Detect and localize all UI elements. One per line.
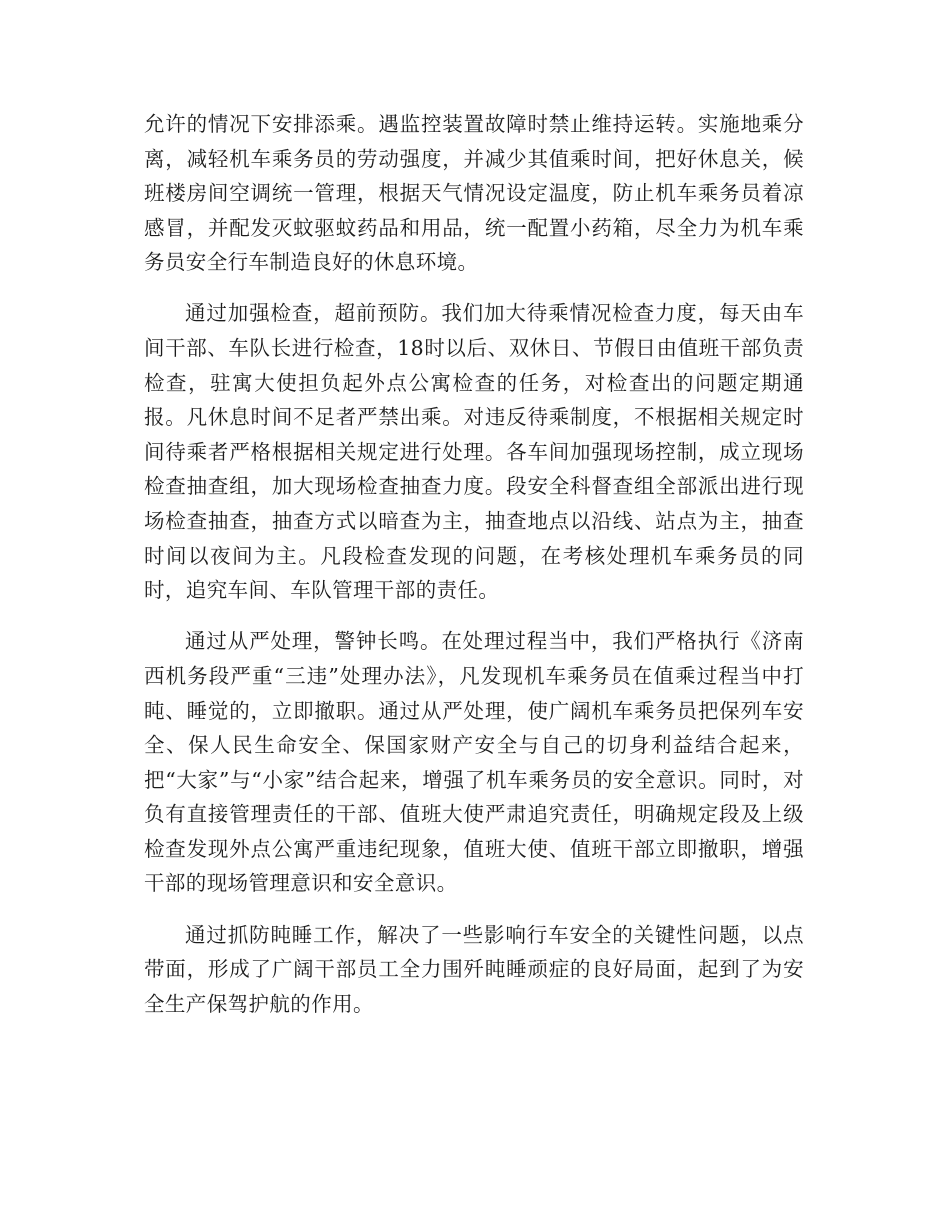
paragraph-strengthen-inspection: 通过加强检查，超前预防。我们加大待乘情况检查力度，每天由车间干部、车队长进行检查，18时以后、双休日、节假日由值班干部负责检查，驻寓大使担负起外点公寓检查的任务，对检查出的问题定期通报。凡休息时间不足者严禁出乘。对违反待乘制度，不根据相关规定时间待乘者严格根据相关规定进行处理。各车间加强现场控制，成立现场检查抽查组，加大现场检查抽查力度。段安全科督查组全部派出进行现场检查抽查，抽查方式以暗查为主，抽查地点以沿线、站点为主，抽查时间以夜间为主。凡段检查发现的问题，在考核处理机车乘务员的同时，追究车间、车队管理干部的责任。 (144, 301, 804, 603)
paragraph-rest-arrangement: 允许的情况下安排添乘。遇监控装置故障时禁止维持运转。实施地乘分离，减轻机车乘务员的劳动强度，并减少其值乘时间，把好休息关，候班楼房间空调统一管理，根据天气情况设定温度，防止机车乘务员着凉感冒，并配发灭蚊驱蚊药品和用品，统一配置小药箱，尽全力为机车乘务员安全行车制造良好的休息环境。 (144, 112, 804, 275)
paragraph-conclusion: 通过抓防盹睡工作，解决了一些影响行车安全的关键性问题，以点带面，形成了广阔干部员工全力围歼盹睡顽症的良好局面，起到了为安全生产保驾护航的作用。 (144, 922, 804, 1016)
paragraph-strict-handling: 通过从严处理，警钟长鸣。在处理过程当中，我们严格执行《济南西机务段严重“三违”处理办法》，凡发现机车乘务员在值乘过程当中打盹、睡觉的，立即撤职。通过从严处理，使广阔机车乘务员把保列车安全、保人民生命安全、保国家财产安全与自己的切身利益结合起来，把“大家”与“小家”结合起来，增强了机车乘务员的安全意识。同时，对负有直接管理责任的干部、值班大使严肃追究责任，明确规定段及上级检查发现外点公寓严重违纪现象，值班大使、值班干部立即撤职，增强干部的现场管理意识和安全意识。 (144, 629, 804, 896)
document-body (144, 107, 804, 1021)
